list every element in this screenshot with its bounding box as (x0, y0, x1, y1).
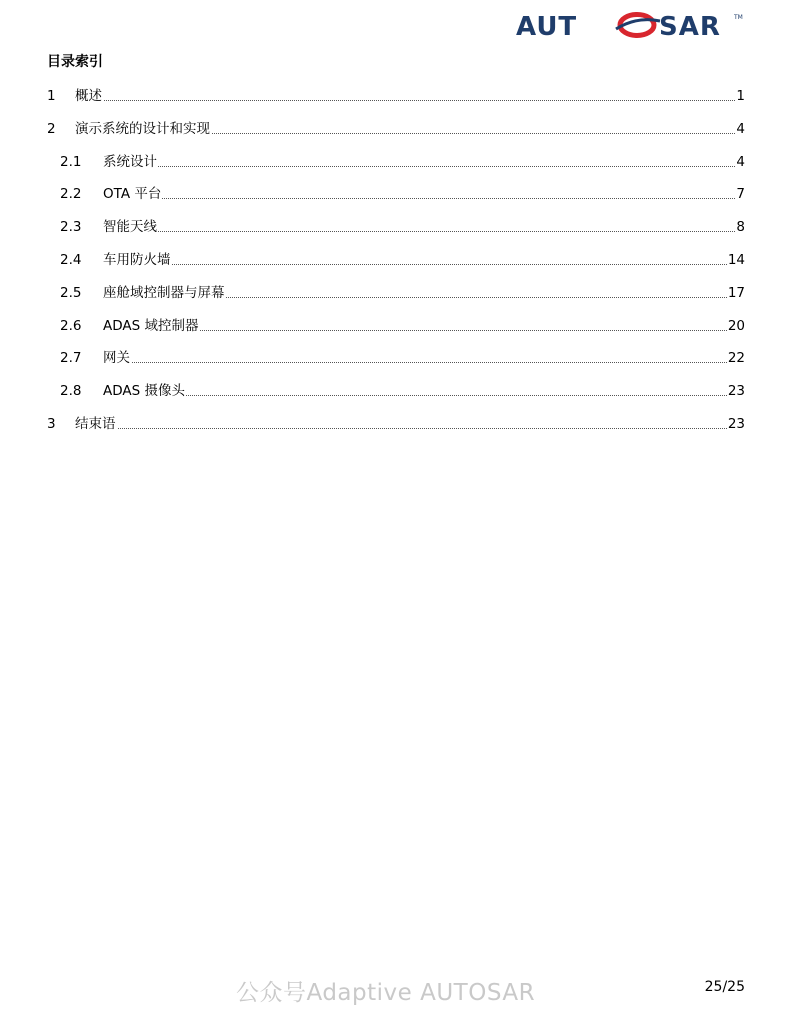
toc-entry-title[interactable]: 智能天线 (103, 219, 157, 236)
watermark: 公众号Adaptive AUTOSAR (236, 980, 536, 1006)
toc-dot-leader (75, 100, 745, 101)
toc-dot-leader (103, 198, 745, 199)
toc-entry-page[interactable]: 23 (727, 416, 745, 432)
toc-entry-page[interactable]: 20 (727, 317, 745, 334)
toc-entry-title[interactable]: 演示系统的设计和实现 (75, 120, 210, 137)
toc-entry[interactable] (0, 283, 791, 303)
toc-entry-page[interactable]: 1 (736, 88, 745, 104)
toc-entry-number: 2.3 (60, 219, 82, 236)
toc-entry-number: 2.8 (60, 383, 82, 400)
toc-entry-number: 1 (47, 88, 56, 104)
toc-entry-page[interactable]: 7 (736, 186, 745, 203)
toc-title: 目录索引 (47, 54, 103, 70)
toc-entry-page[interactable]: 23 (727, 383, 745, 400)
toc-entry[interactable] (0, 250, 791, 270)
toc-dot-leader (103, 395, 745, 396)
toc-entry-title[interactable]: 网关 (103, 350, 130, 367)
toc-entry-number: 2.5 (60, 284, 82, 301)
toc-entry-title[interactable]: 概述 (75, 88, 102, 104)
page-number: 25/25 (704, 979, 745, 995)
toc-entry[interactable] (0, 152, 791, 172)
toc-entry[interactable] (0, 184, 791, 204)
toc-entry-number: 3 (47, 416, 56, 432)
toc-entry[interactable] (0, 217, 791, 237)
toc-entry-title[interactable]: OTA 平台 (103, 186, 162, 203)
toc-entry-page[interactable]: 4 (736, 120, 745, 137)
toc-entry-number: 2.7 (60, 350, 82, 367)
toc-entry-number: 2.4 (60, 252, 82, 268)
toc-entry[interactable] (0, 348, 791, 368)
toc-entry-number: 2.1 (60, 153, 82, 170)
toc-entry-number: 2.2 (60, 186, 82, 203)
toc-entry-title[interactable]: ADAS 摄像头 (103, 383, 185, 400)
toc-entry-page[interactable]: 14 (727, 252, 745, 268)
toc-entry-title[interactable]: 座舱域控制器与屏幕 (103, 284, 225, 301)
svg-text:TM: TM (734, 14, 743, 21)
toc-entry-number: 2.6 (60, 317, 82, 334)
toc-dot-leader (75, 428, 745, 429)
svg-text:AUT: AUT (516, 12, 578, 38)
toc-entry[interactable] (0, 381, 791, 401)
toc-entry-page[interactable]: 17 (727, 284, 745, 301)
toc-entry-title[interactable]: ADAS 域控制器 (103, 317, 199, 334)
toc-entry[interactable] (0, 316, 791, 336)
svg-text:SAR: SAR (659, 12, 721, 38)
toc-dot-leader (103, 264, 745, 265)
toc-entry-page[interactable]: 4 (736, 153, 745, 170)
toc-entry[interactable] (0, 86, 791, 106)
toc-entry-page[interactable]: 8 (736, 219, 745, 236)
toc-dot-leader (103, 362, 745, 363)
toc-entry[interactable] (0, 119, 791, 139)
toc-entry-title[interactable]: 结束语 (75, 416, 116, 432)
toc-entry-title[interactable]: 系统设计 (103, 153, 157, 170)
toc-entry-title[interactable]: 车用防火墙 (103, 252, 171, 268)
toc-dot-leader (103, 166, 745, 167)
toc-dot-leader (103, 231, 745, 232)
toc-entry[interactable] (0, 414, 791, 434)
toc-entry-page[interactable]: 22 (727, 350, 745, 367)
toc-entry-number: 2 (47, 120, 56, 137)
